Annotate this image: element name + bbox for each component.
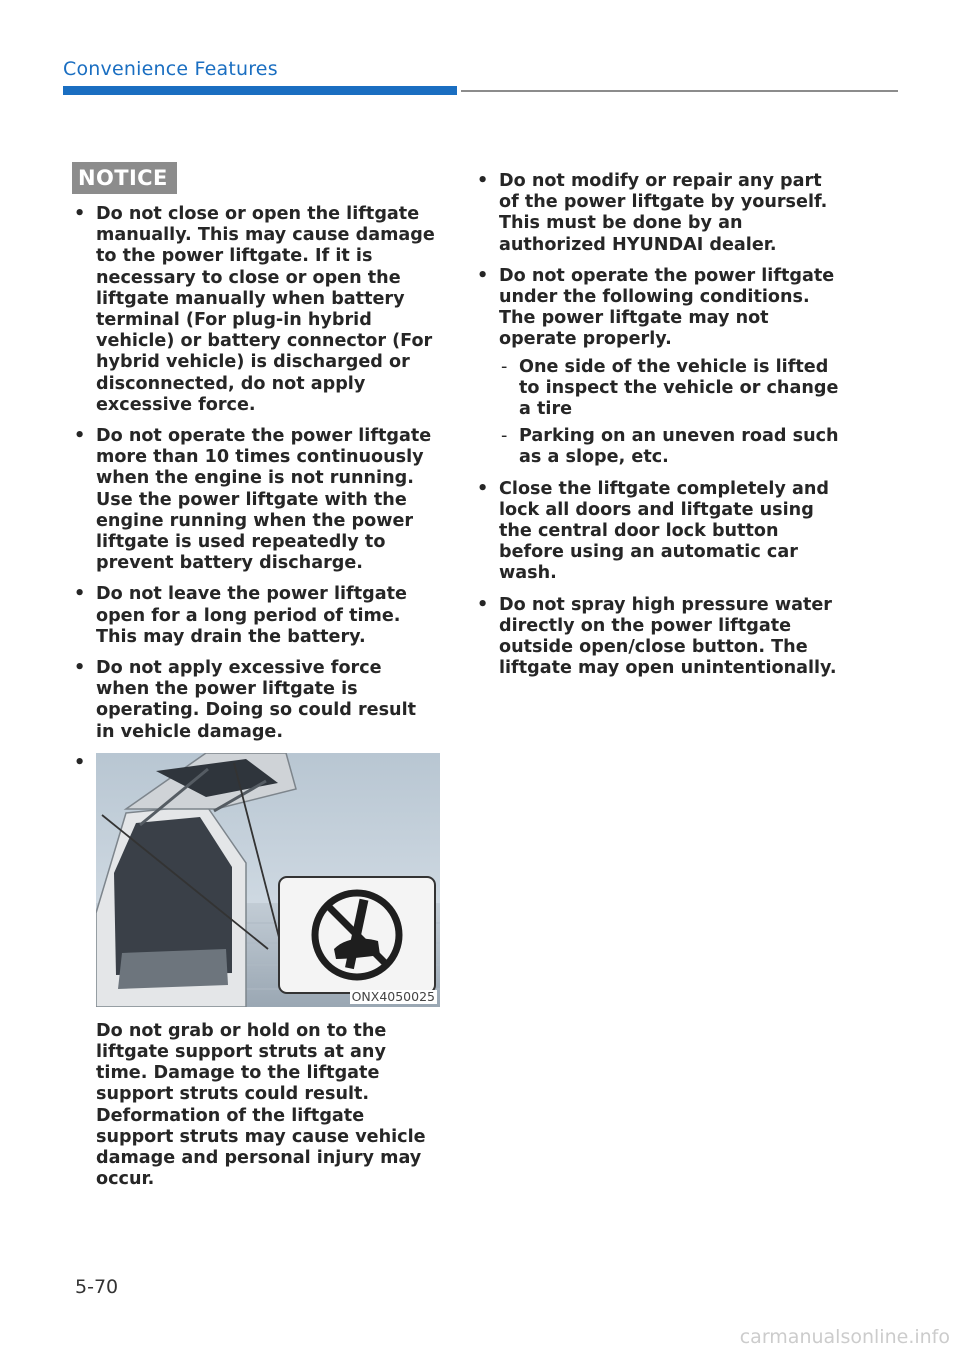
liftgate-strut-figure — [96, 753, 440, 1007]
list-item: • Do not close or open the liftgate manually. This may cause damage to the power liftgate. If it is necessary to close or open the liftgate manually when battery terminal (For plug-in hybrid vehicle) or battery connector (For hybrid vehicle) is discharged or disconnected, do not apply excessive force. — [74, 204, 435, 415]
left-column — [72, 162, 440, 1201]
header-rule-accent — [63, 86, 457, 95]
sub-list-item: - One side of the vehicle is lifted to inspect the vehicle or change a tire — [501, 356, 839, 420]
list-item: • Do not operate the power liftgate under the following conditions. The power liftgate may not operate properly. - One side of the vehicle is lifted to inspect the vehicle or change a tire - Parking on an uneven road such as a slope, etc. — [475, 266, 847, 469]
notice-label: NOTICE — [72, 162, 177, 194]
watermark: carmanualsonline.info — [739, 1326, 950, 1348]
page-number: 5-70 — [75, 1276, 119, 1298]
list-item: • Do not apply excessive force when the power liftgate is operating. Doing so could result in vehicle damage. — [74, 658, 417, 742]
list-item: • Do not spray high pressure water directly on the power liftgate outside open/close button. The liftgate may open unintentionally. — [477, 594, 837, 679]
conditions-list — [499, 357, 847, 469]
notice-list-continued — [475, 171, 847, 679]
list-item: • Do not leave the power liftgate open for a long period of time. This may drain the battery. — [74, 584, 407, 647]
section-title: Convenience Features — [63, 58, 278, 80]
right-column — [475, 171, 847, 689]
liftgate-strut-illustration — [96, 753, 440, 1007]
list-item-figure: • ONX4050025 Do not grab or hold on to the liftgate support struts at any time. Damage to the liftgate support struts could result. Deformation of the liftgate support struts may cause vehicle damage and personal injury may occur. — [72, 753, 440, 1191]
list-item: • Do not operate the power liftgate more than 10 times continuously when the engine is not running. Use the power liftgate with the engine running when the power liftgate is used repeatedly to prevent battery discharge. — [74, 426, 432, 574]
sub-list-item: - Parking on an uneven road such as a slope, etc. — [501, 426, 839, 468]
notice-list — [72, 204, 440, 1191]
figure-caption: Do not grab or hold on to the liftgate support struts at any time. Damage to the liftgate support struts could result. Deformation of the liftgate support struts may cause vehicle damage and personal injury may occur. — [96, 1020, 426, 1190]
list-item: • Do not modify or repair any part of the power liftgate by yourself. This must be done by an authorized HYUNDAI dealer. — [477, 171, 828, 255]
header-rule — [461, 90, 898, 92]
figure-code: ONX4050025 — [351, 988, 435, 1004]
list-item: • Close the liftgate completely and lock all doors and liftgate using the central door lock button before using an automatic car wash. — [477, 478, 829, 584]
